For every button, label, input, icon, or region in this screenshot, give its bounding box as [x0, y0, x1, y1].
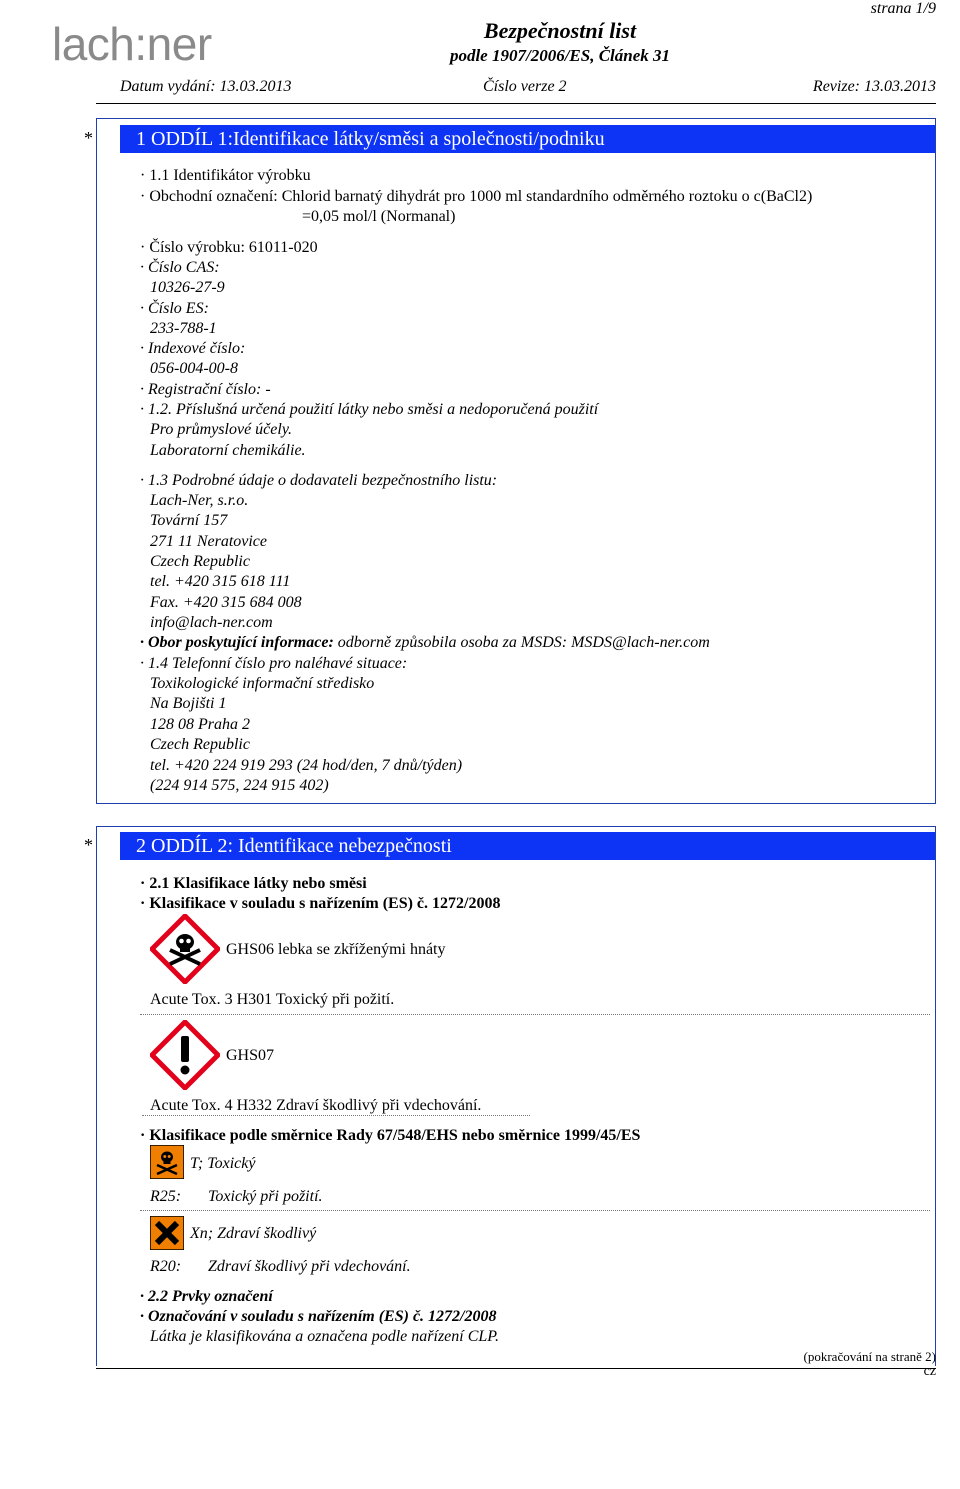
- supplier-country: Czech Republic: [150, 553, 250, 570]
- clp-classification-heading: · Klasifikace v souladu s nařízením (ES) č. 1272/2008: [140, 895, 501, 912]
- product-number-value: 61011-020: [248, 239, 318, 256]
- section-1-title: 1 ODDÍL 1:Identifikace látky/směsi a společnosti/podniku: [120, 125, 935, 153]
- clp-labelling-text: Látka je klasifikována a označena podle nařízení CLP.: [150, 1328, 500, 1345]
- section-2-title: 2 ODDÍL 2: Identifikace nebezpečnosti: [120, 832, 935, 860]
- dotted-separator: [140, 1014, 930, 1015]
- registration-value: -: [265, 381, 271, 398]
- emergency-line-4: Czech Republic: [150, 736, 250, 753]
- acute-tox-3: Acute Tox. 3 H301 Toxický při požití.: [150, 991, 395, 1008]
- registration-row: [140, 380, 271, 400]
- emergency-line-3: 128 08 Praha 2: [150, 716, 250, 733]
- product-number-row: [140, 238, 318, 258]
- use-industrial: Pro průmyslové účely.: [150, 421, 293, 438]
- footer-divider: [96, 1368, 936, 1369]
- change-marker: *: [84, 835, 93, 855]
- continuation-note: (pokračování na straně 2): [803, 1349, 936, 1364]
- trade-name-label: · Obchodní označení:: [140, 188, 278, 205]
- product-identifier-heading: · 1.1 Identifikátor výrobku: [140, 167, 311, 184]
- company-logo: lach:ner: [52, 18, 212, 70]
- toxic-symbol: [150, 1145, 184, 1179]
- trade-name-row: [140, 187, 812, 207]
- version-number: Číslo verze 2: [483, 78, 567, 95]
- use-laboratory: Laboratorní chemikálie.: [150, 442, 306, 459]
- es-value: 233-788-1: [150, 320, 217, 337]
- classification-heading: · 2.1 Klasifikace látky nebo směsi: [140, 875, 367, 892]
- trade-name-value-cont: =0,05 mol/l (Normanal): [302, 208, 456, 225]
- info-value: odborně způsobila osoba za MSDS: MSDS@lach-ner.com: [337, 634, 710, 651]
- emergency-line-6: (224 914 575, 224 915 402): [150, 777, 329, 794]
- document-title: Bezpečnostní list: [483, 18, 637, 43]
- harmful-label: Xn; Zdraví škodlivý: [190, 1225, 317, 1242]
- language-code: cz: [923, 1364, 936, 1379]
- emergency-line-5: tel. +420 224 919 293 (24 hod/den, 7 dnů/týden): [150, 757, 463, 774]
- supplier-fax: Fax. +420 315 684 008: [150, 594, 302, 611]
- emergency-heading: · 1.4 Telefonní číslo pro naléhavé situace:: [140, 655, 408, 672]
- ghs06-pictogram: [150, 914, 220, 984]
- ghs06-label: GHS06 lebka se zkříženými hnáty: [226, 941, 446, 958]
- supplier-street: Tovární 157: [150, 512, 228, 529]
- supplier-city: 271 11 Neratovice: [150, 533, 268, 550]
- uses-heading: · 1.2. Příslušná určená použití látky nebo směsi a nedoporučená použití: [140, 401, 599, 418]
- info-row: [140, 633, 710, 653]
- clp-labelling-heading: · Označování v souladu s nařízením (ES) č. 1272/2008: [140, 1308, 497, 1325]
- dotted-separator: [142, 1115, 530, 1116]
- emergency-line-1: Toxikologické informační středisko: [150, 675, 375, 692]
- index-label: · Indexové číslo:: [140, 340, 246, 357]
- r25-code: R25:: [150, 1188, 182, 1205]
- emergency-line-2: Na Bojišti 1: [150, 695, 227, 712]
- harmful-symbol: [150, 1216, 184, 1250]
- es-label: · Číslo ES:: [140, 300, 209, 317]
- acute-tox-4: Acute Tox. 4 H332 Zdraví škodlivý při vdechování.: [150, 1097, 482, 1114]
- label-elements-heading: · 2.2 Prvky označení: [140, 1288, 273, 1305]
- index-value: 056-004-00-8: [150, 360, 238, 377]
- r20-code: R20:: [150, 1258, 182, 1275]
- supplier-phone: tel. +420 315 618 111: [150, 573, 291, 590]
- header-divider: [96, 103, 936, 104]
- supplier-heading: · 1.3 Podrobné údaje o dodavateli bezpečnostního listu:: [140, 472, 498, 489]
- page-number: strana 1/9: [870, 0, 936, 17]
- info-label: · Obor poskytující informace:: [140, 634, 334, 651]
- supplier-name: Lach-Ner, s.r.o.: [150, 492, 249, 509]
- ghs07-label: GHS07: [226, 1047, 275, 1064]
- issue-date: Datum vydání: 13.03.2013: [120, 78, 292, 95]
- ghs07-pictogram: [150, 1020, 220, 1090]
- r25-text: Toxický při požití.: [208, 1188, 323, 1205]
- cas-value: 10326-27-9: [150, 279, 225, 296]
- registration-label: · Registrační číslo:: [140, 381, 262, 398]
- document-subtitle: podle 1907/2006/ES, Článek 31: [449, 46, 671, 65]
- r20-text: Zdraví škodlivý při vdechování.: [208, 1258, 411, 1275]
- cas-label: · Číslo CAS:: [140, 259, 220, 276]
- change-marker: *: [84, 128, 93, 148]
- supplier-email[interactable]: info@lach-ner.com: [150, 614, 273, 631]
- dsd-classification-heading: · Klasifikace podle směrnice Rady 67/548/EHS nebo směrnice 1999/45/ES: [140, 1127, 641, 1144]
- product-number-label: · Číslo výrobku:: [140, 239, 245, 256]
- trade-name-value: Chlorid barnatý dihydrát pro 1000 ml standardního odměrného roztoku o c(BaCl2): [281, 188, 813, 205]
- dotted-separator: [140, 1210, 930, 1211]
- revision-date: Revize: 13.03.2013: [812, 78, 936, 95]
- toxic-label: T; Toxický: [190, 1155, 256, 1172]
